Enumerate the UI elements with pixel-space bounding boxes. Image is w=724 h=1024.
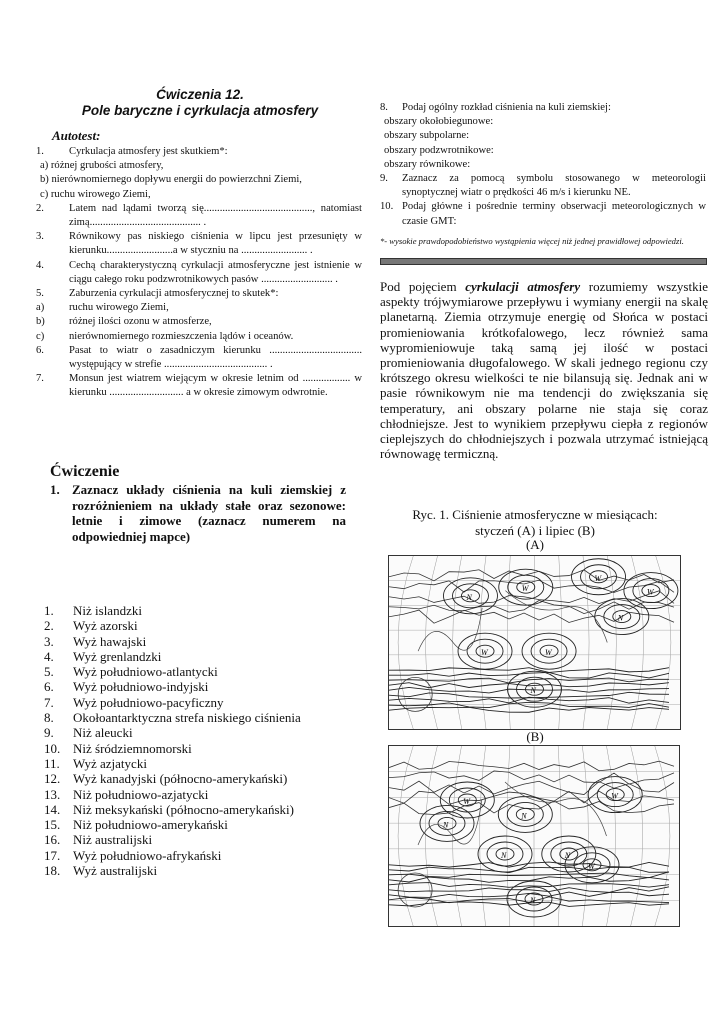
item-number: c) [36, 330, 45, 342]
pressure-center-label: N [466, 592, 472, 602]
exercise-task [50, 482, 346, 544]
item-text: Wyż południowo-atlantycki [73, 664, 218, 680]
list-item [36, 344, 362, 372]
list-item [36, 145, 362, 159]
item-number: 5. [36, 288, 44, 300]
list-item [380, 158, 706, 172]
isobar [389, 771, 674, 784]
item-text: ruchu wirowego Ziemi, [69, 302, 169, 314]
pressure-map-july [388, 745, 680, 927]
footnote: *- wysokie prawdopodobieństwo wystąpienia więcej niż jednej prawidłowej odpowiedzi. [380, 236, 684, 246]
item-text: Niż aleucki [73, 725, 133, 741]
list-item [380, 172, 706, 200]
item-text: Okołoantarktyczna strefa niskiego ciśnienia [73, 710, 301, 726]
pressure-center-label: N [564, 851, 571, 860]
item-number: 4. [44, 648, 54, 664]
exercise-heading: Ćwiczenie [50, 463, 120, 480]
task-text: Zaznacz układy ciśnienia na kuli ziemskiej z rozróżnieniem na układy stałe oraz sezonowe: letnie i zimowe (zaznacz numerem na odpowiedniej mapce) [72, 482, 346, 544]
item-text: różnej ilości ozonu w atmosferze, [69, 316, 212, 328]
item-text: Pasat to wiatr o zasadniczym kierunku ................................... występujący w strefie ....................................... . [69, 344, 362, 371]
list-item [44, 664, 301, 679]
list-item [36, 202, 362, 230]
item-number: 17. [44, 847, 61, 863]
item-number: 2. [36, 202, 44, 214]
item-number: 9. [380, 173, 388, 185]
meridian [582, 746, 588, 926]
figure-caption-line2: styczeń (A) i lipiec (B) [475, 523, 595, 538]
list-item [36, 259, 362, 287]
item-text: Niż południowo-azjatycki [73, 786, 209, 802]
intro-term: cyrkulacji atmosfery [465, 279, 581, 294]
list-item [36, 188, 362, 202]
pressure-center-label: W [481, 648, 488, 658]
item-number: 8. [380, 102, 388, 113]
item-number: 4. [36, 259, 44, 271]
item-number: 5. [44, 664, 54, 680]
list-item [44, 741, 301, 756]
item-text: Wyż australijski [73, 863, 158, 879]
isobar [389, 707, 669, 712]
item-text: Wyż grenlandzki [73, 648, 162, 664]
item-number: 3. [44, 633, 54, 649]
item-number: 7. [36, 373, 44, 385]
item-number: 11. [44, 755, 60, 771]
isobar [389, 678, 669, 683]
list-item [44, 618, 301, 633]
item-number: 14. [44, 801, 61, 817]
pressure-center-label: W [594, 573, 602, 583]
page-title: Ćwiczenia 12. [156, 87, 244, 102]
item-number: 6. [44, 679, 54, 695]
item-text: Podaj ogólny rozkład ciśnienia na kuli ziemskiej: [402, 102, 611, 113]
item-text: Wyż hawajski [73, 633, 147, 649]
item-text: a) różnej grubości atmosfery, [40, 160, 164, 172]
meridian [480, 556, 486, 729]
isobar [389, 672, 669, 678]
item-text: Niż meksykański (północno-amerykański) [73, 801, 294, 817]
list-item [44, 802, 301, 817]
item-text: c) ruchu wirowego Ziemi, [40, 188, 151, 200]
list-item [44, 649, 301, 664]
item-number: 6. [36, 344, 44, 356]
meridian [631, 746, 643, 926]
item-text: Wyż kanadyjski (północno-amerykański) [73, 771, 288, 787]
intro-rest: rozumiemy wszystkie aspekty trójwymiarowe przepływu i wymiany energii na skalę planetarną. Ziemia otrzymuje energię od Słońca w postaci promieniowania krótkofalowego, lecz również sama wypromieniowuje taką samą jej ilość w postaci promieniowania długofalowego. W skali jednego regionu czy krótszego okresu wielkości te nie bilansują się. Jednak ani w pasie równikowym nie ma tendencji do zwiększania się temperatury, ani obszary polarne nie staja się coraz chłodniejsze. Jest to wynikiem przepływu ciepła z regionów cieplejszych do chłodniejszych i pozwala utrzymać istniejącą równowagę termiczną. [380, 279, 708, 462]
antarctica-inset [398, 873, 432, 907]
meridian [583, 556, 589, 729]
item-text: Zaznacz za pomocą symbolu stosowanego w meteorologii synoptycznej wiatr o prędkości 46 m/s i kierunku NE. [402, 173, 706, 199]
page-subtitle: Pole baryczne i cyrkulacja atmosfery [81, 103, 319, 118]
pressure-center-label: N [501, 851, 507, 860]
list-item [36, 287, 362, 301]
isobar [389, 591, 674, 604]
item-text: Wyż azjatycki [73, 755, 147, 771]
meridian [632, 556, 644, 729]
item-text: obszary równikowe: [384, 158, 471, 170]
pressure-center-label: W [611, 791, 618, 801]
item-text: obszary subpolarne: [384, 130, 470, 142]
item-number: a) [36, 302, 45, 314]
pressure-center-label: W [545, 648, 552, 658]
item-text: nierównomiernego rozmieszczenia lądów i oceanów. [69, 330, 294, 342]
pressure-systems-list [44, 603, 301, 878]
isobar [389, 791, 674, 804]
item-text: obszary podzwrotnikowe: [384, 144, 494, 156]
list-item [44, 679, 301, 694]
item-number: 1. [44, 603, 54, 618]
antarctica-inset [398, 677, 432, 711]
item-number: 10. [44, 740, 61, 756]
intro-prefix: Pod pojęciem [380, 279, 466, 294]
item-text: Niż południowo-amerykański [73, 817, 228, 833]
list-item [36, 230, 362, 258]
list-item [44, 817, 301, 832]
item-number: 3. [36, 231, 44, 243]
item-text: Monsun jest wiatrem wiejącym w okresie letnim od .................. w kierunku ............................ a w okresie zimowym odwrotnie. [69, 373, 362, 399]
item-number: 10. [380, 201, 394, 213]
pressure-center-label: W [463, 797, 470, 806]
item-text: Latem nad lądami tworzą się........................................., natomiast zimą.......................................... . [69, 202, 362, 229]
item-number: 1. [36, 146, 44, 157]
pressure-center-label: W [588, 861, 595, 871]
list-item [44, 756, 301, 771]
list-item [380, 144, 706, 158]
item-number: 2. [44, 618, 54, 634]
list-item [44, 725, 301, 740]
list-item [44, 634, 301, 649]
item-text: obszary okołobiegunowe: [384, 116, 494, 128]
isobar [389, 610, 674, 623]
list-item [44, 695, 301, 710]
map-label-a: (A) [525, 537, 545, 552]
list-item [44, 771, 301, 786]
item-text: Równikowy pas niskiego ciśnienia w lipcu jest przesunięty w kierunku.........................a w styczniu na ......................... . [69, 231, 362, 257]
divider-bar [380, 258, 707, 265]
item-number: b) [36, 316, 45, 328]
item-number: 7. [44, 694, 54, 710]
figure-caption-line1: Ryc. 1. Ciśnienie atmosferyczne w miesiącach: [412, 507, 658, 522]
item-text: Cyrkulacja atmosfery jest skutkiem*: [69, 146, 228, 157]
list-item [380, 129, 706, 143]
item-text: Wyż azorski [73, 618, 138, 634]
item-number: 15. [44, 817, 61, 833]
item-text: Wyż południowo-pacyficzny [73, 694, 224, 710]
pressure-center-label: N [530, 896, 536, 905]
isobar [389, 867, 669, 872]
item-text: Niż australijski [73, 832, 153, 848]
item-number: 18. [44, 863, 61, 879]
pressure-center-label: W [646, 587, 654, 597]
list-item [380, 200, 706, 228]
autotest-questions-right [380, 101, 706, 229]
intro-paragraph [380, 279, 708, 461]
map-label-b: (B) [526, 729, 544, 744]
autotest-heading: Autotest: [52, 128, 101, 143]
item-number: 9. [44, 725, 54, 741]
item-text: Niż śródziemnomorski [73, 740, 192, 756]
list-item [36, 315, 362, 329]
item-text: Wyż południowo-indyjski [73, 679, 209, 695]
item-text: Wyż południowo-afrykański [73, 847, 222, 863]
list-item [36, 301, 362, 315]
meridian [655, 746, 670, 926]
list-item [36, 159, 362, 173]
item-text: Podaj główne i pośrednie terminy obserwacji meteorologicznych w czasie GMT: [402, 201, 706, 227]
list-item [380, 115, 706, 129]
item-number: 13. [44, 786, 61, 802]
item-text: Zaburzenia cyrkulacji atmosferycznej to skutek*: [69, 288, 279, 300]
list-item [44, 848, 301, 863]
task-number: 1. [50, 482, 60, 497]
list-item [36, 330, 362, 344]
pressure-center-label: N [617, 613, 624, 623]
isobar [389, 683, 669, 688]
list-item [36, 173, 362, 187]
list-item [44, 787, 301, 802]
autotest-questions-left [36, 145, 362, 401]
pressure-center-label: N [521, 811, 527, 821]
meridian [452, 746, 461, 926]
list-item [44, 603, 301, 618]
item-number: 16. [44, 832, 61, 848]
pressure-center-label: W [521, 584, 529, 594]
list-item [44, 832, 301, 847]
pressure-center-label: N [530, 686, 536, 696]
item-number: 8. [44, 710, 54, 726]
item-number: 12. [44, 771, 61, 787]
item-text: Niż islandzki [73, 603, 142, 618]
list-item [44, 710, 301, 725]
list-item [36, 372, 362, 400]
pressure-center-label: N [443, 820, 449, 830]
pressure-map-january [388, 555, 681, 730]
list-item [44, 863, 301, 878]
meridian [425, 556, 437, 729]
item-text: Cechą charakterystyczną cyrkulacji atmosferyczne jest istnienie w ciągu całego roku podzwrotnikowych pasów ........................... . [69, 259, 362, 285]
list-item [380, 101, 706, 115]
item-text: b) nierównomiernego dopływu energii do powierzchni Ziemi, [40, 174, 302, 186]
